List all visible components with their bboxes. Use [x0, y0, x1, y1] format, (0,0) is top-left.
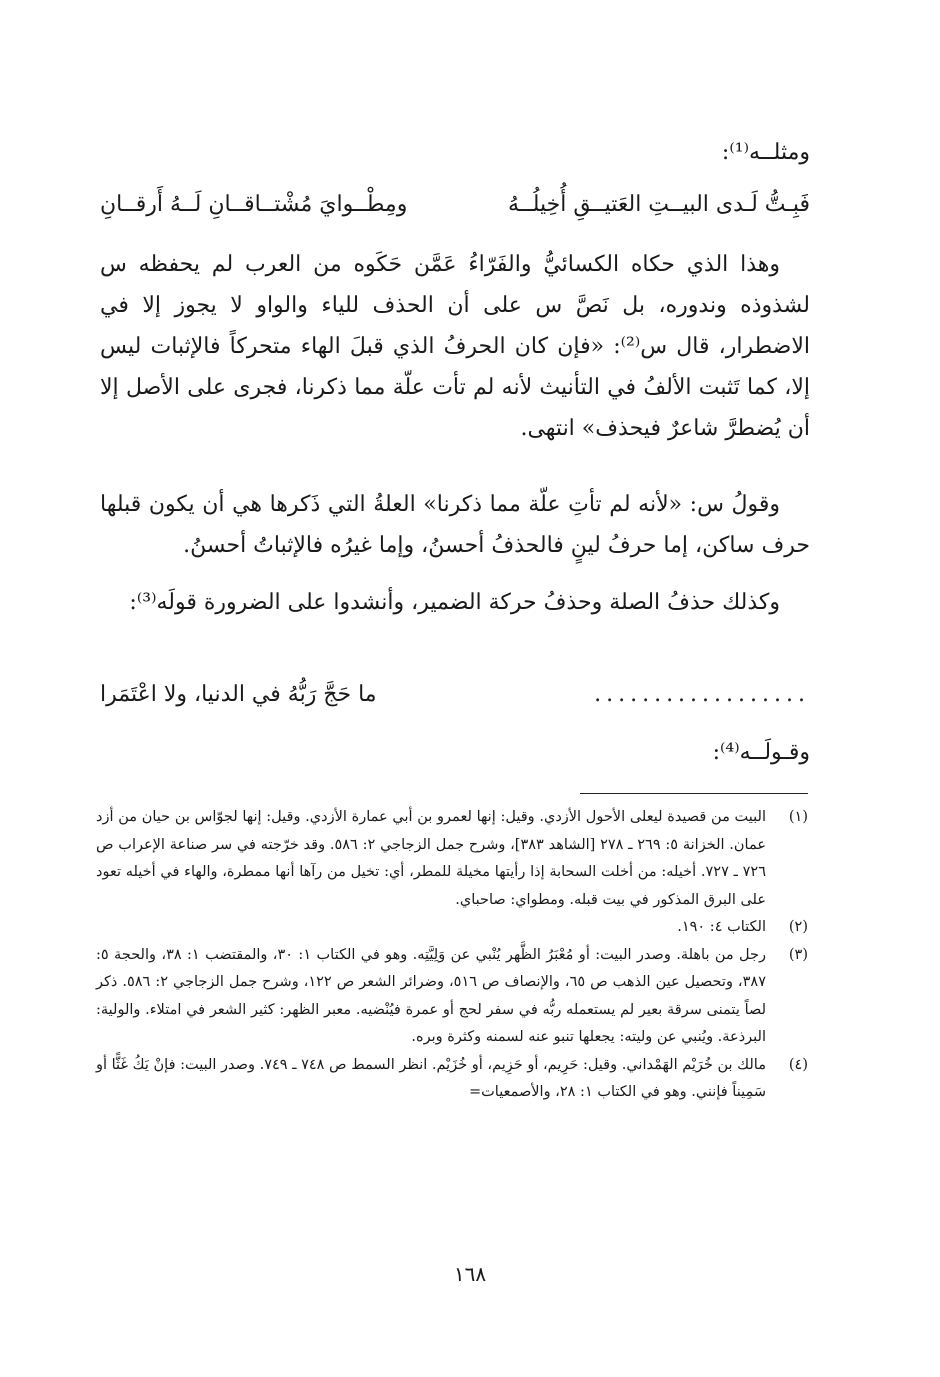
footnote-number: (٤)	[788, 1056, 808, 1073]
lead-line-1: ومثلــه⁽¹⁾:	[721, 140, 810, 165]
verse-2-elided-hemistich: ..................	[594, 682, 810, 707]
footnote-text: الكتاب ٤: ١٩٠.	[677, 919, 766, 935]
verse-2-second-hemistich: ما حَجَّ رَبُّهُ في الدنيا، ولا اعْتَمَرا	[100, 682, 377, 707]
footnote-separator	[580, 793, 808, 794]
footnote-3	[96, 942, 808, 1052]
footnote-text: البيت من قصيدة ليعلى الأحول الأزدي. وقيل: إنها لعمرو بن أبي عمارة الأزدي. وقيل: إنها لجوّاس بن حيان من أزد عمان. الخزانة ٥: ٢٦٩ ـ ٢٧٨ [الشاهد ٣٨٣]، وشرح جمل الزجاجي ٢: ٥٨٦. وقد خرّجته في سر صناعة الإعراب ص ٧٢٦ ـ ٧٢٧. أخيله: من أخلت السحابة إذا رأيتها مخيلة للمطر، أي: تخيل من رآها أنها ممطرة، والهاء في أخيله تعود على البرق المذكور في بيت قبله. ومطواي: صاحباي.	[96, 809, 766, 908]
footnote-number: (٣)	[788, 946, 808, 963]
verse-1-first-hemistich: فَبِـتُّ لَـدى البيــتِ العَتيــقِ أُخِيلُــهُ	[508, 192, 810, 217]
footnote-2	[96, 914, 808, 942]
footnotes	[96, 804, 808, 1107]
lead-line-2: وقـولَــه⁽⁴⁾:	[712, 740, 810, 765]
verse-1	[100, 192, 810, 217]
footnote-4	[96, 1052, 808, 1107]
page-number: ١٦٨	[453, 1262, 487, 1286]
verse-2	[100, 682, 810, 707]
paragraph-2: وقولُ س: «لأنه لم تأتِ علّة مما ذكرنا» العلةُ التي ذَكرها هي أن يكون قبلها حرف ساكن، إما حرفُ لينٍ فالحذفُ أحسنُ، وإما غيرُه فالإثباتُ أحسنُ.	[100, 492, 810, 558]
paragraph-1: وهذا الذي حكاه الكسائيُّ والفَرّاءُ عَمَّن حَكَوه من العرب لم يحفظه س لشذوذه وندوره، بل نَصَّ س على أن الحذف للياء والواو لا يجوز إلا في الاضطرار، قال س⁽²⁾: «فإن كان الحرفُ الذي قبلَ الهاء متحركاً فالإثبات ليس إلا، كما تَثبت الألفُ في التأنيث لأنه لم تأت علّة مما ذكرنا، فجرى على الأصل إلا أن يُضطرَّ شاعرٌ فيحذف» انتهى.	[100, 252, 810, 441]
footnote-text: رجل من باهلة. وصدر البيت: أو مُعْبَرُ الظَّهر يُنْبي عن وَلِيَّتِه. وهو في الكتاب ١: ٣٠، والمقتضب ١: ٣٨، والحجة ٥: ٣٨٧، وتحصيل عين الذهب ص ٦٥، والإنصاف ص ٥١٦، وضرائر الشعر ص ١٢٢، وشرح جمل الزجاجي ٢: ٥٨٦. ذكر لصاً يتمنى سرقة بعير لم يستعمله ربُّه في سفر لحج أو عمرة فيُنْضيه. معبر الظهر: كثير الشعر في امتلاء. والولية: البرذعة. ويُنبي عن وليته: يجعلها تنبو عنه لسمنه وكثرة وبره.	[96, 946, 766, 1045]
footnote-text: مالك بن خُرَيْم الهَمْداني. وقيل: حَرِيم، أو حَزِيم، أو خُزَيْم. انظر السمط ص ٧٤٨ ـ ٧٤٩. وصدر البيت: فإنْ يَكُ غَثًّا أو سَمِيناً فإنني. وهو في الكتاب ١: ٢٨، والأصمعيات=	[96, 1056, 766, 1100]
footnote-1	[96, 804, 808, 914]
footnote-number: (١)	[788, 809, 808, 825]
footnote-number: (٢)	[788, 919, 808, 935]
verse-1-second-hemistich: ومِطْــوايَ مُشْتــاقــانِ لَــهُ أَرقــانِ	[100, 192, 408, 217]
paragraph-3: وكذلك حذفُ الصلة وحذفُ حركة الضمير، وأنشدوا على الضرورة قولَه⁽³⁾:	[129, 590, 780, 615]
